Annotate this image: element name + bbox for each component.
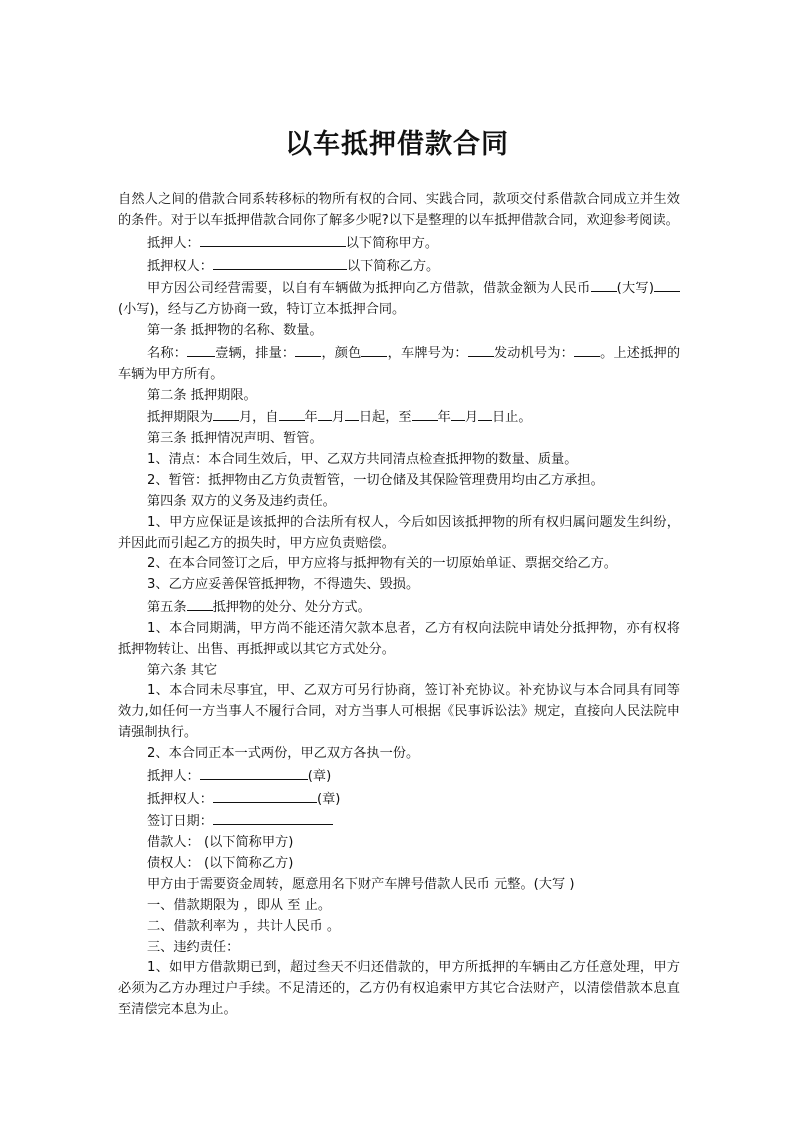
document-title: 以车抵押借款合同 (285, 129, 509, 160)
mortgagor-line: 抵押人： 以下简称甲方。 (118, 232, 680, 255)
breach-heading: 三、违约责任： (147, 939, 240, 955)
article-1-heading: 第一条 抵押物的名称、数量。 (147, 323, 323, 339)
blank-underline (591, 277, 617, 292)
article-3-clause-1: 1、清点：本合同生效后，甲、乙双方共同清点检查抵押物的数量、质量。 (147, 452, 578, 468)
blank-underline (345, 406, 359, 421)
intro-paragraph: 自然人之间的借款合同系转移标的物所有权的合同、实践合同，款项交付系借款合同成立并生效的条件。对于以车抵押借款合同你了解多少呢?以下是整理的以车抵押借款合同，欢迎参考阅读。 (118, 192, 680, 228)
article-6-heading: 第六条 其它 (147, 662, 218, 678)
article-4-heading: 第四条 双方的义务及违约责任。 (147, 493, 336, 509)
article-4-clause-2: 2、在本合同签订之后，甲方应将与抵押物有关的一切原始单证、票据交给乙方。 (147, 556, 617, 572)
article-3-heading: 第三条 抵押情况声明、暂管。 (147, 431, 323, 447)
borrower-line: 借款人： (以下简称甲方) (147, 835, 294, 851)
article-6-clause-2: 2、本合同正本一式两份，甲乙双方各执一份。 (147, 745, 420, 761)
article-4-clause-1: 1、甲方应保证是该抵押的合法所有权人，今后如因该抵押物的所有权归属问题发生纠纷，并因此而引起乙方的损失时，甲方应负责赔偿。 (118, 514, 680, 551)
article-2-text: 抵押期限为 月，自 年 月 日起，至 年 月 日止。 (118, 406, 680, 429)
blank-underline (200, 232, 346, 247)
signature-date: 签订日期： (118, 810, 680, 833)
blank-underline (574, 342, 600, 357)
blank-underline (187, 596, 213, 611)
article-4-clause-3: 3、乙方应妥善保管抵押物，不得遗失、毁损。 (147, 577, 420, 593)
article-1-text: 名称： 壹辆，排量： ，颜色 ，车牌号为： 发动机号为： 。上述抵押的车辆为甲方所有。 (118, 342, 680, 386)
breach-clause-1: 1、如甲方借款期已到，超过叁天不归还借款的，甲方所抵押的车辆由乙方任意处理，甲方必须为乙方办理过户手续。不足清还的，乙方仍有权追索甲方其它合法财产，以清偿借款本息直至清偿完本息为止。 (118, 960, 680, 1018)
creditor-line: 债权人： (以下简称乙方) (147, 856, 294, 872)
blank-underline (361, 342, 387, 357)
article-3-clause-2: 2、暂管：抵押物由乙方负责暂管，一切仓储及其保险管理费用均由乙方承担。 (147, 472, 604, 488)
blank-underline (213, 255, 347, 270)
blank-underline (318, 406, 332, 421)
blank-underline (451, 406, 465, 421)
interest-rate-line: 二、借款利率为 ，共计人民币 。 (147, 918, 341, 934)
blank-underline (468, 342, 494, 357)
blank-underline (200, 765, 308, 780)
blank-underline (213, 788, 317, 803)
article-5-clause-1: 1、本合同期满，甲方尚不能还清欠款本息者，乙方有权向法院申请处分抵押物，亦有权将抵押物转让、出售、再抵押或以其它方式处分。 (118, 620, 680, 657)
blank-underline (279, 406, 305, 421)
loan-purpose-paragraph: 甲方因公司经营需要，以自有车辆做为抵押向乙方借款，借款金额为人民币 (大写)(小写)，经与乙方协商一致，特订立本抵押合同。 (118, 277, 680, 321)
signature-mortgagor: 抵押人： (章) (118, 765, 680, 788)
loan-amount-line: 甲方由于需要资金周转，愿意用名下财产车牌号借款人民币 元整。(大写 ) (147, 877, 575, 892)
blank-underline (295, 342, 321, 357)
article-2-heading: 第二条 抵押期限。 (147, 387, 257, 403)
signature-mortgagee: 抵押权人： (章) (118, 788, 680, 811)
mortgagee-line: 抵押权人： 以下简称乙方。 (118, 255, 680, 278)
blank-underline (213, 810, 333, 825)
document-body (118, 190, 680, 1021)
loan-term-line: 一、借款期限为 ，即从 至 止。 (147, 897, 332, 913)
blank-underline (213, 406, 239, 421)
blank-underline (412, 406, 438, 421)
blank-underline (478, 406, 492, 421)
article-5-heading: 第五条 抵押物的处分、处分方式。 (118, 596, 680, 619)
article-6-clause-1: 1、本合同未尽事宜，甲、乙双方可另行协商，签订补充协议。补充协议与本合同具有同等效力,如任何一方当事人不履行合同，对方当事人可根据《民事诉讼法》规定，直接向人民法院申请强制执行。 (118, 683, 680, 741)
blank-underline (654, 277, 680, 292)
blank-underline (187, 342, 215, 357)
